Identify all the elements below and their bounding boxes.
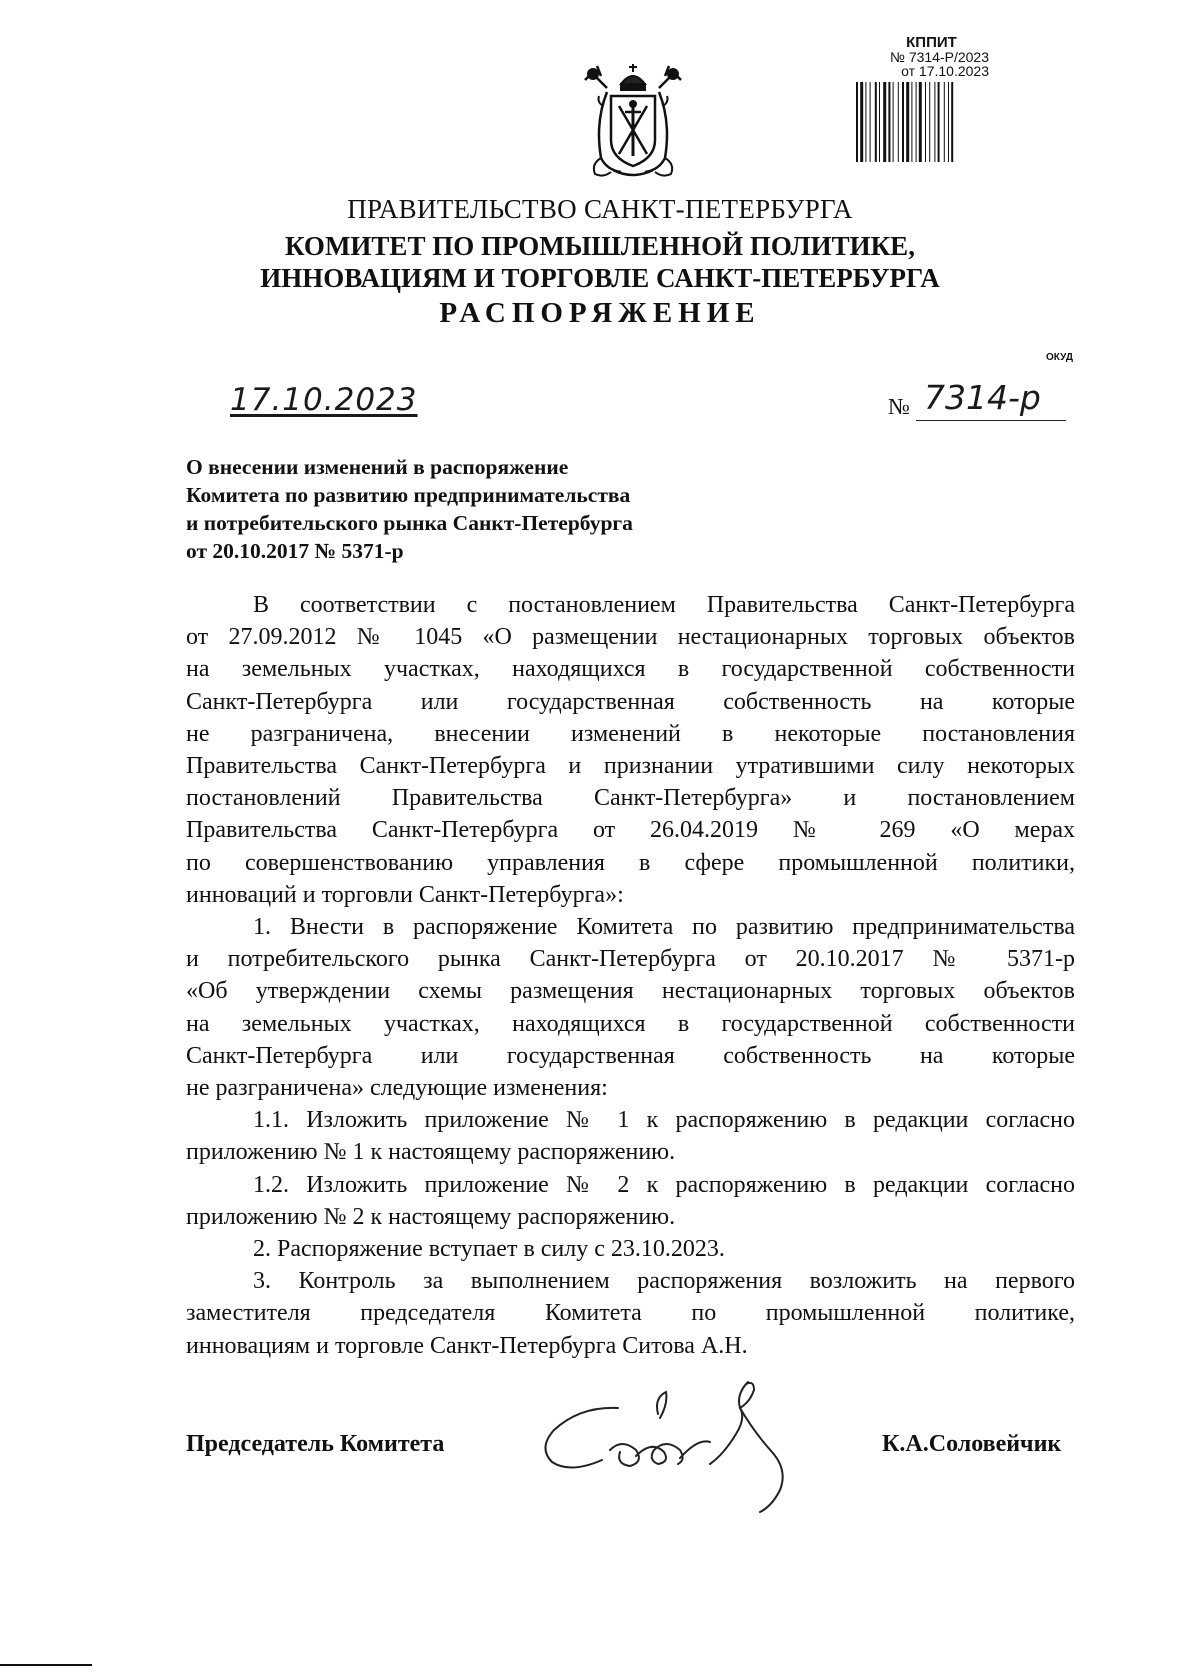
barcode-bar: [906, 82, 909, 162]
subject-line: О внесении изменений в распоряжение: [186, 455, 569, 479]
body-line: не разграничена» следующие изменения:: [186, 1075, 608, 1102]
government-heading: ПРАВИТЕЛЬСТВО САНКТ-ПЕТЕРБУРГА: [347, 194, 853, 224]
number-label: №: [888, 394, 910, 419]
body-line: 3. Контроль за выполнением распоряжения возложить на первого: [253, 1268, 1075, 1295]
barcode-bar: [879, 82, 880, 162]
barcode-bar: [919, 82, 922, 162]
body-line: на земельных участках, находящихся в государственной собственности: [186, 1010, 1075, 1037]
barcode-bar: [902, 82, 904, 162]
body-line: на земельных участках, находящихся в государственной собственности: [186, 656, 1075, 683]
body-line: Санкт-Петербурга или государственная собственность на которые: [186, 1042, 1075, 1069]
barcode-bar: [938, 82, 940, 162]
body-line: постановлений Правительства Санкт-Петербурга» и постановлением: [186, 785, 1075, 812]
barcode-bar: [870, 82, 871, 162]
barcode-bar: [948, 82, 949, 162]
handwritten-signature: [540, 1378, 850, 1518]
number-underline: [916, 420, 1066, 421]
committee-heading-line1: КОМИТЕТ ПО ПРОМЫШЛЕННОЙ ПОЛИТИКЕ,: [285, 231, 915, 261]
body-line: 2. Распоряжение вступает в силу с 23.10.2023.: [253, 1236, 725, 1263]
body-line: Правительства Санкт-Петербурга и признании утратившими силу некоторых: [186, 753, 1075, 780]
stamp-reg-date: от 17.10.2023: [901, 63, 989, 79]
subject-line: и потребительского рынка Санкт-Петербурга: [186, 511, 633, 535]
barcode-bar: [929, 82, 930, 162]
barcode-bar: [875, 82, 877, 162]
body-line: «Об утверждении схемы размещения нестационарных торговых объектов: [186, 978, 1075, 1005]
barcode-bar: [856, 82, 858, 162]
barcode-bar: [934, 82, 935, 162]
body-line: не разграничена, внесении изменений в некоторые постановления: [186, 720, 1075, 747]
barcode-bar: [925, 82, 926, 162]
document-date: 17.10.2023: [230, 382, 418, 418]
coat-of-arms-icon: [577, 62, 689, 180]
body-line: 1. Внести в распоряжение Комитета по развитию предпринимательства: [253, 914, 1075, 941]
body-line: 1.1. Изложить приложение № 1 к распоряжению в редакции согласно: [253, 1107, 1075, 1134]
signatory-title: Председатель Комитета: [186, 1431, 445, 1457]
body-line: заместителя председателя Комитета по промышленной политике,: [186, 1300, 1075, 1327]
barcode-icon: [854, 82, 989, 162]
committee-heading-line2: ИННОВАЦИЯМ И ТОРГОВЛЕ САНКТ-ПЕТЕРБУРГА: [260, 263, 940, 293]
barcode-bar: [916, 82, 917, 162]
body-line: В соответствии с постановлением Правительства Санкт-Петербурга: [253, 592, 1075, 618]
page-corner-mark: [0, 1664, 92, 1666]
body-line: Санкт-Петербурга или государственная собственность на которые: [186, 688, 1075, 715]
barcode-bar: [898, 82, 899, 162]
document-body: [186, 589, 1075, 1362]
body-line: от 27.09.2012 № 1045 «О размещении нестационарных торговых объектов: [186, 624, 1075, 651]
barcode-bar: [860, 82, 863, 162]
barcode-bar: [883, 82, 886, 162]
registration-stamp: [854, 36, 989, 162]
body-line: приложению № 1 к настоящему распоряжению.: [186, 1139, 676, 1166]
okud-label: ОКУД: [1046, 352, 1073, 363]
body-line: 1.2. Изложить приложение № 2 к распоряжению в редакции согласно: [253, 1171, 1075, 1198]
stamp-org: КППИТ: [906, 34, 957, 51]
barcode-bar: [911, 82, 912, 162]
body-line: инноваций и торговли Санкт-Петербурга»:: [186, 881, 624, 908]
subject-line: Комитета по развитию предпринимательства: [186, 483, 631, 507]
barcode-bar: [944, 82, 945, 162]
signatory-name: К.А.Соловейчик: [882, 1431, 1062, 1457]
body-line: инновациям и торговле Санкт-Петербурга Ситова А.Н.: [186, 1332, 748, 1359]
subject-line: от 20.10.2017 № 5371-р: [186, 539, 404, 563]
body-line: Правительства Санкт-Петербурга от 26.04.2019 № 269 «О мерах: [186, 817, 1075, 844]
body-line: по совершенствованию управления в сфере промышленной политики,: [186, 849, 1075, 876]
document-subject: [186, 453, 633, 565]
stamp-reg-number: № 7314-Р/2023: [889, 49, 989, 65]
body-line: и потребительского рынка Санкт-Петербурга от 20.10.2017 № 5371-р: [186, 946, 1075, 973]
barcode-bar: [888, 82, 890, 162]
body-line: приложению № 2 к настоящему распоряжению.: [186, 1203, 676, 1230]
barcode-bar: [865, 82, 866, 162]
document-type-title: РАСПОРЯЖЕНИЕ: [439, 297, 761, 329]
document-number: 7314-р: [924, 378, 1041, 417]
barcode-bar: [893, 82, 894, 162]
barcode-bar: [951, 82, 953, 162]
